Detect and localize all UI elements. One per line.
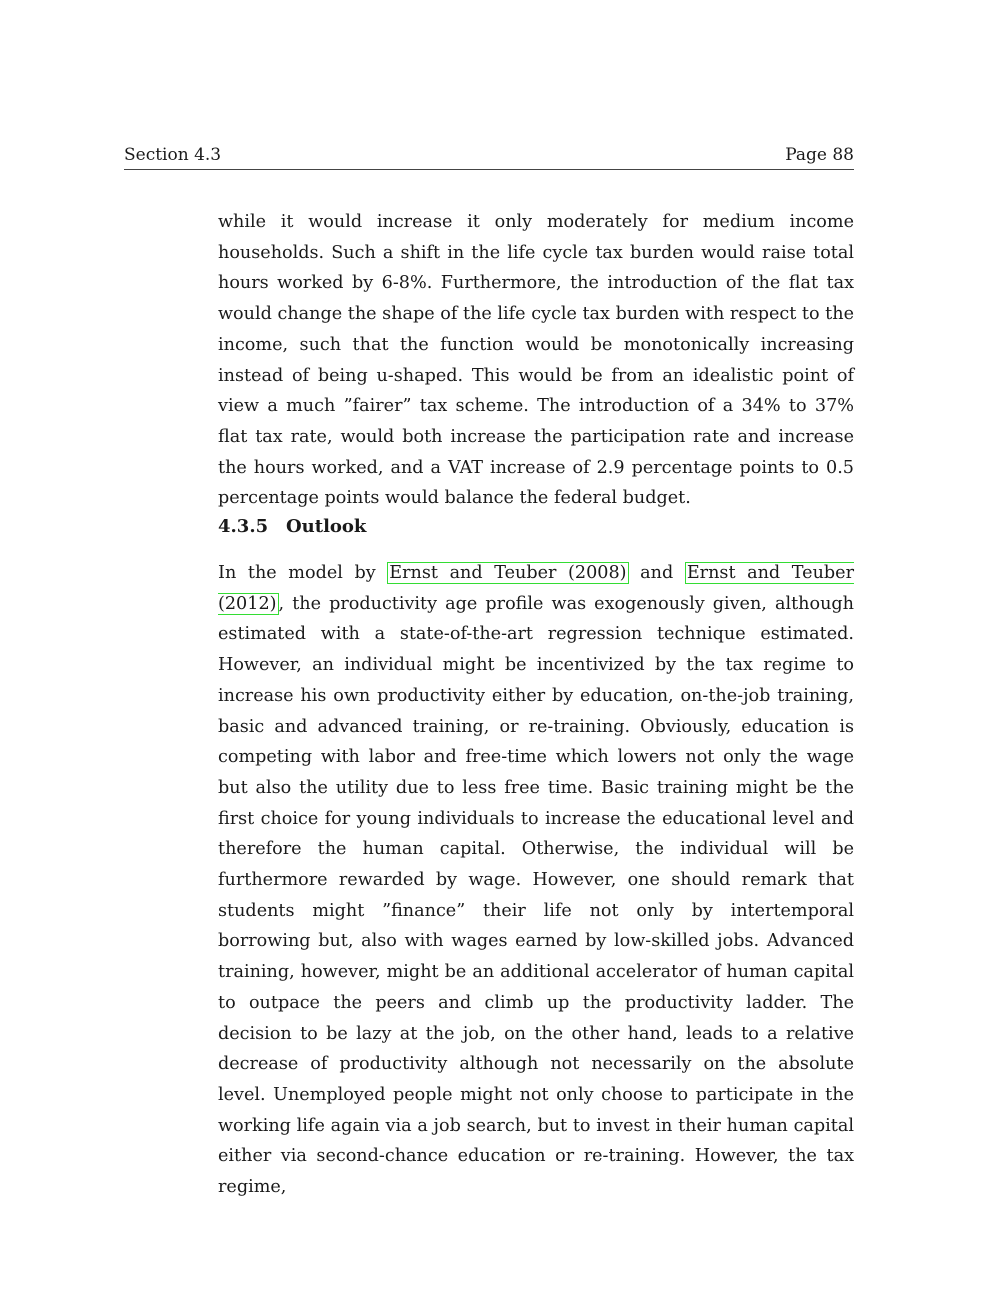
citation-link-ernst-teuber-2012[interactable]: Ernst and Teuber (2012) [218,563,854,614]
paragraph-outlook [218,558,854,1203]
subsection-heading [218,516,366,537]
paragraph-connector-text: and [628,563,685,583]
paragraph-flat-tax-summary: while it would increase it only moderately for medium income households. Such a shift in the life cycle tax burden would raise total hours worked by 6-8%. Furthermore, the introduction of the flat tax would change the shape of the life cycle tax burden with respect to the income, such that the function would be monotonically increasing instead of being u-shaped. This would be from an idealistic point of view a much ”fairer” tax scheme. The introduction of a 34% to 37% flat tax rate, would both increase the participation rate and increase the hours worked, and a VAT increase of 2.9 percentage points to 0.5 percentage points would balance the federal budget. [218,212,854,509]
citation-link-ernst-teuber-2008[interactable]: Ernst and Teuber (2008) [389,563,627,583]
section-label: Section 4.3 [124,145,222,165]
paragraph-body-text: , the productivity age profile was exogenously given, although estimated with a state-of-the-art regression technique estimated. However, an individual might be incentivized by the tax regime to increase his own productivity either by education, on-the-job training, basic and advanced training, or re-training. Obviously, education is competing with labor and free-time which lowers not only the wage but also the utility due to less free time. Basic training might be the first choice for young individuals to increase the educational level and therefore the human capital. Otherwise, the individual will be furthermore rewarded by wage. However, one should remark that students might ”finance” their life not only by intertemporal borrowing but, also with wages earned by low-skilled jobs. Advanced training, however, might be an additional accelerator of human capital to outpace the peers and climb up the productivity ladder. The decision to be lazy at the job, on the other hand, leads to a relative decrease of productivity although not necessarily on the absolute level. Unemployed people might not only choose to participate in the working life again via a job search, but to invest in their human capital either via second-chance education or re-training. However, the tax regime, [218,593,854,1198]
page-number: Page 88 [785,145,854,165]
paragraph-lead-text: In the model by [218,563,388,583]
subsection-title: Outlook [286,516,367,537]
running-header [124,143,854,170]
subsection-number: 4.3.5 [218,516,269,537]
